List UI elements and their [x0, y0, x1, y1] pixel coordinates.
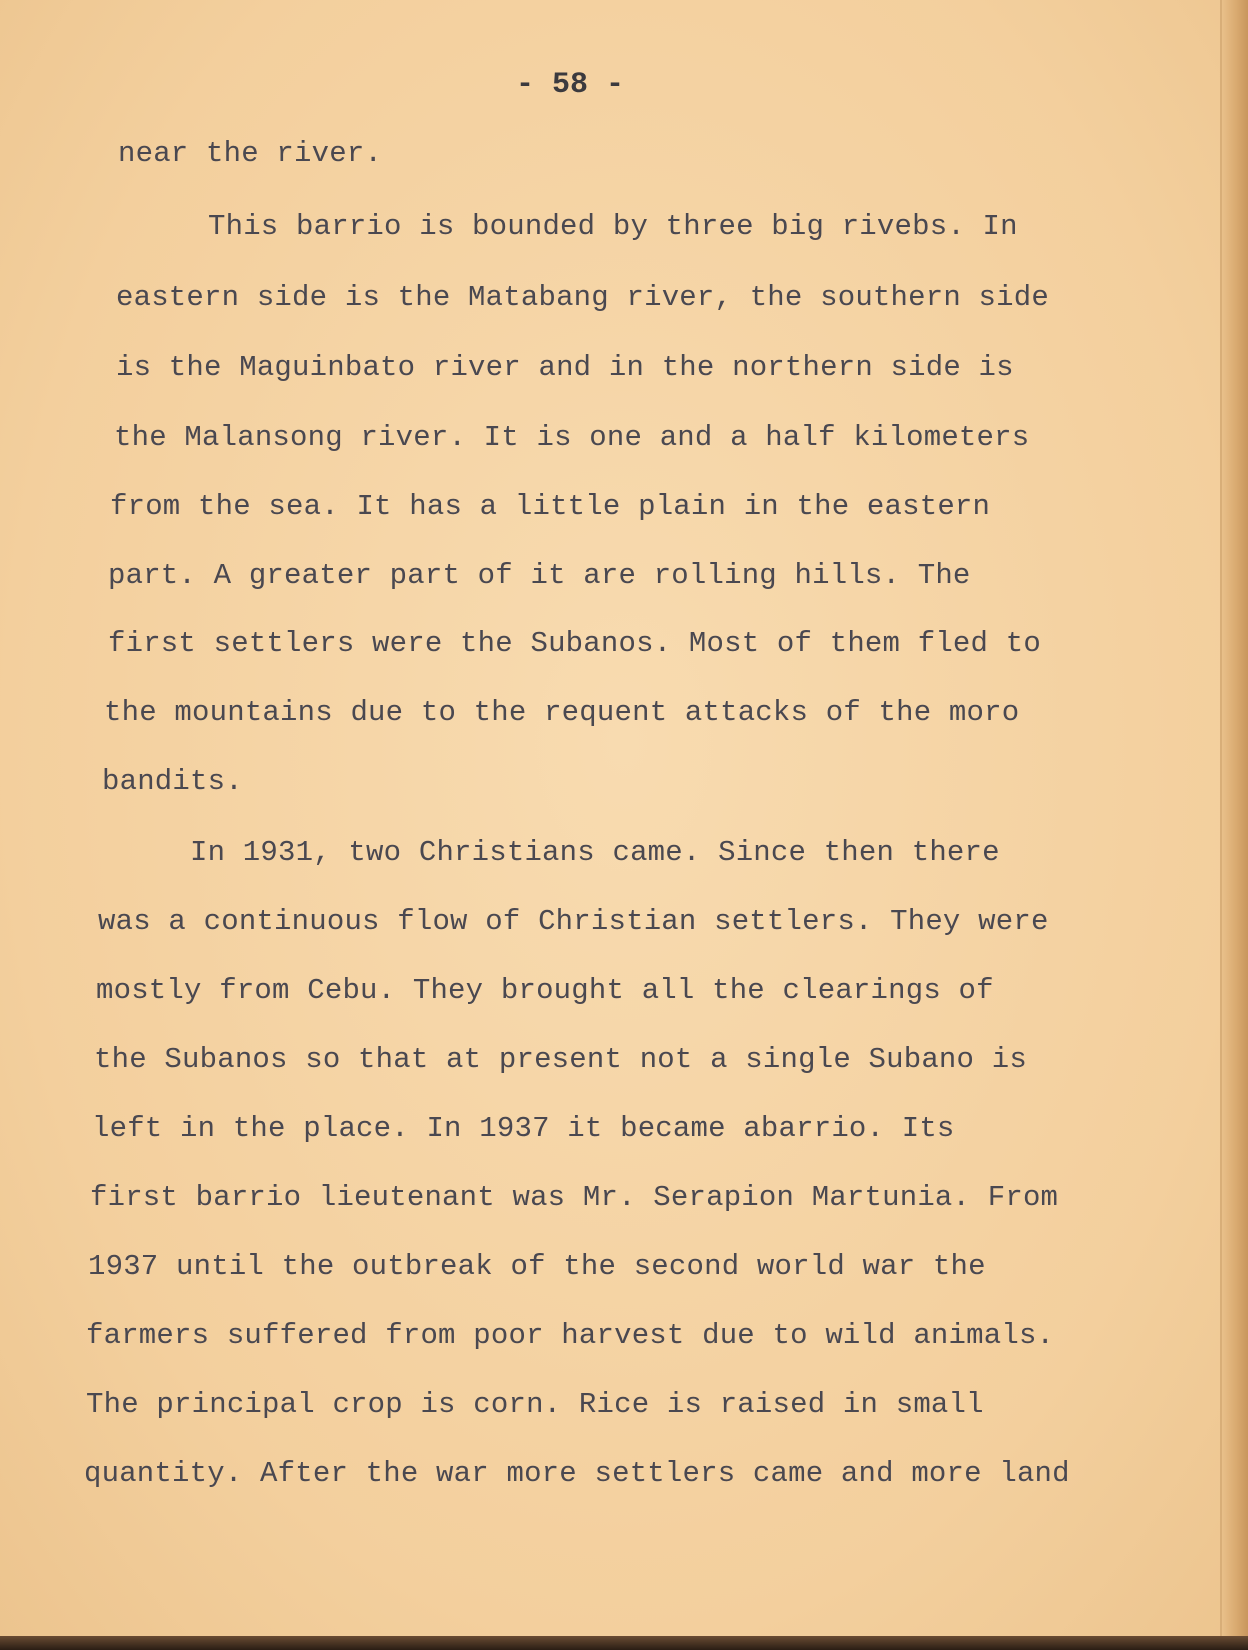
text-line-13: mostly from Cebu. They brought all the clearings of — [96, 974, 994, 1007]
text-line-6: from the sea. It has a little plain in the eastern — [110, 490, 991, 523]
text-line-8: first settlers were the Subanos. Most of them fled to — [108, 627, 1041, 660]
text-line-17: 1937 until the outbreak of the second world war the — [88, 1250, 986, 1283]
text-line-16: first barrio lieutenant was Mr. Serapion Martunia. From — [90, 1181, 1059, 1214]
text-line-1: near the river. — [118, 137, 383, 170]
text-line-20: quantity. After the war more settlers came and more land — [84, 1457, 1070, 1490]
text-line-4: is the Maguinbato river and in the northern side is — [116, 351, 1014, 384]
text-line-10: bandits. — [102, 765, 243, 798]
text-line-15: left in the place. In 1937 it became abarrio. Its — [92, 1112, 955, 1145]
text-line-19: The principal crop is corn. Rice is raised in small — [86, 1388, 984, 1421]
text-line-7: part. A greater part of it are rolling hills. The — [108, 559, 971, 592]
text-line-12: was a continuous flow of Christian settlers. They were — [98, 905, 1049, 938]
page-number: - 58 - — [515, 68, 625, 102]
text-line-11: In 1931, two Christians came. Since then there — [190, 836, 1000, 869]
scan-bottom-edge — [0, 1636, 1248, 1650]
text-line-9: the mountains due to the requent attacks of the moro — [104, 696, 1020, 729]
text-line-18: farmers suffered from poor harvest due to wild animals. — [86, 1319, 1055, 1352]
text-line-3: eastern side is the Matabang river, the southern side — [116, 281, 1049, 314]
text-line-14: the Subanos so that at present not a single Subano is — [94, 1043, 1027, 1076]
page-binding-edge — [1222, 0, 1248, 1650]
text-line-2: This barrio is bounded by three big rivebs. In — [208, 210, 1018, 243]
page-edge-line — [1220, 0, 1222, 1650]
text-line-5: the Malansong river. It is one and a half kilometers — [114, 421, 1030, 454]
